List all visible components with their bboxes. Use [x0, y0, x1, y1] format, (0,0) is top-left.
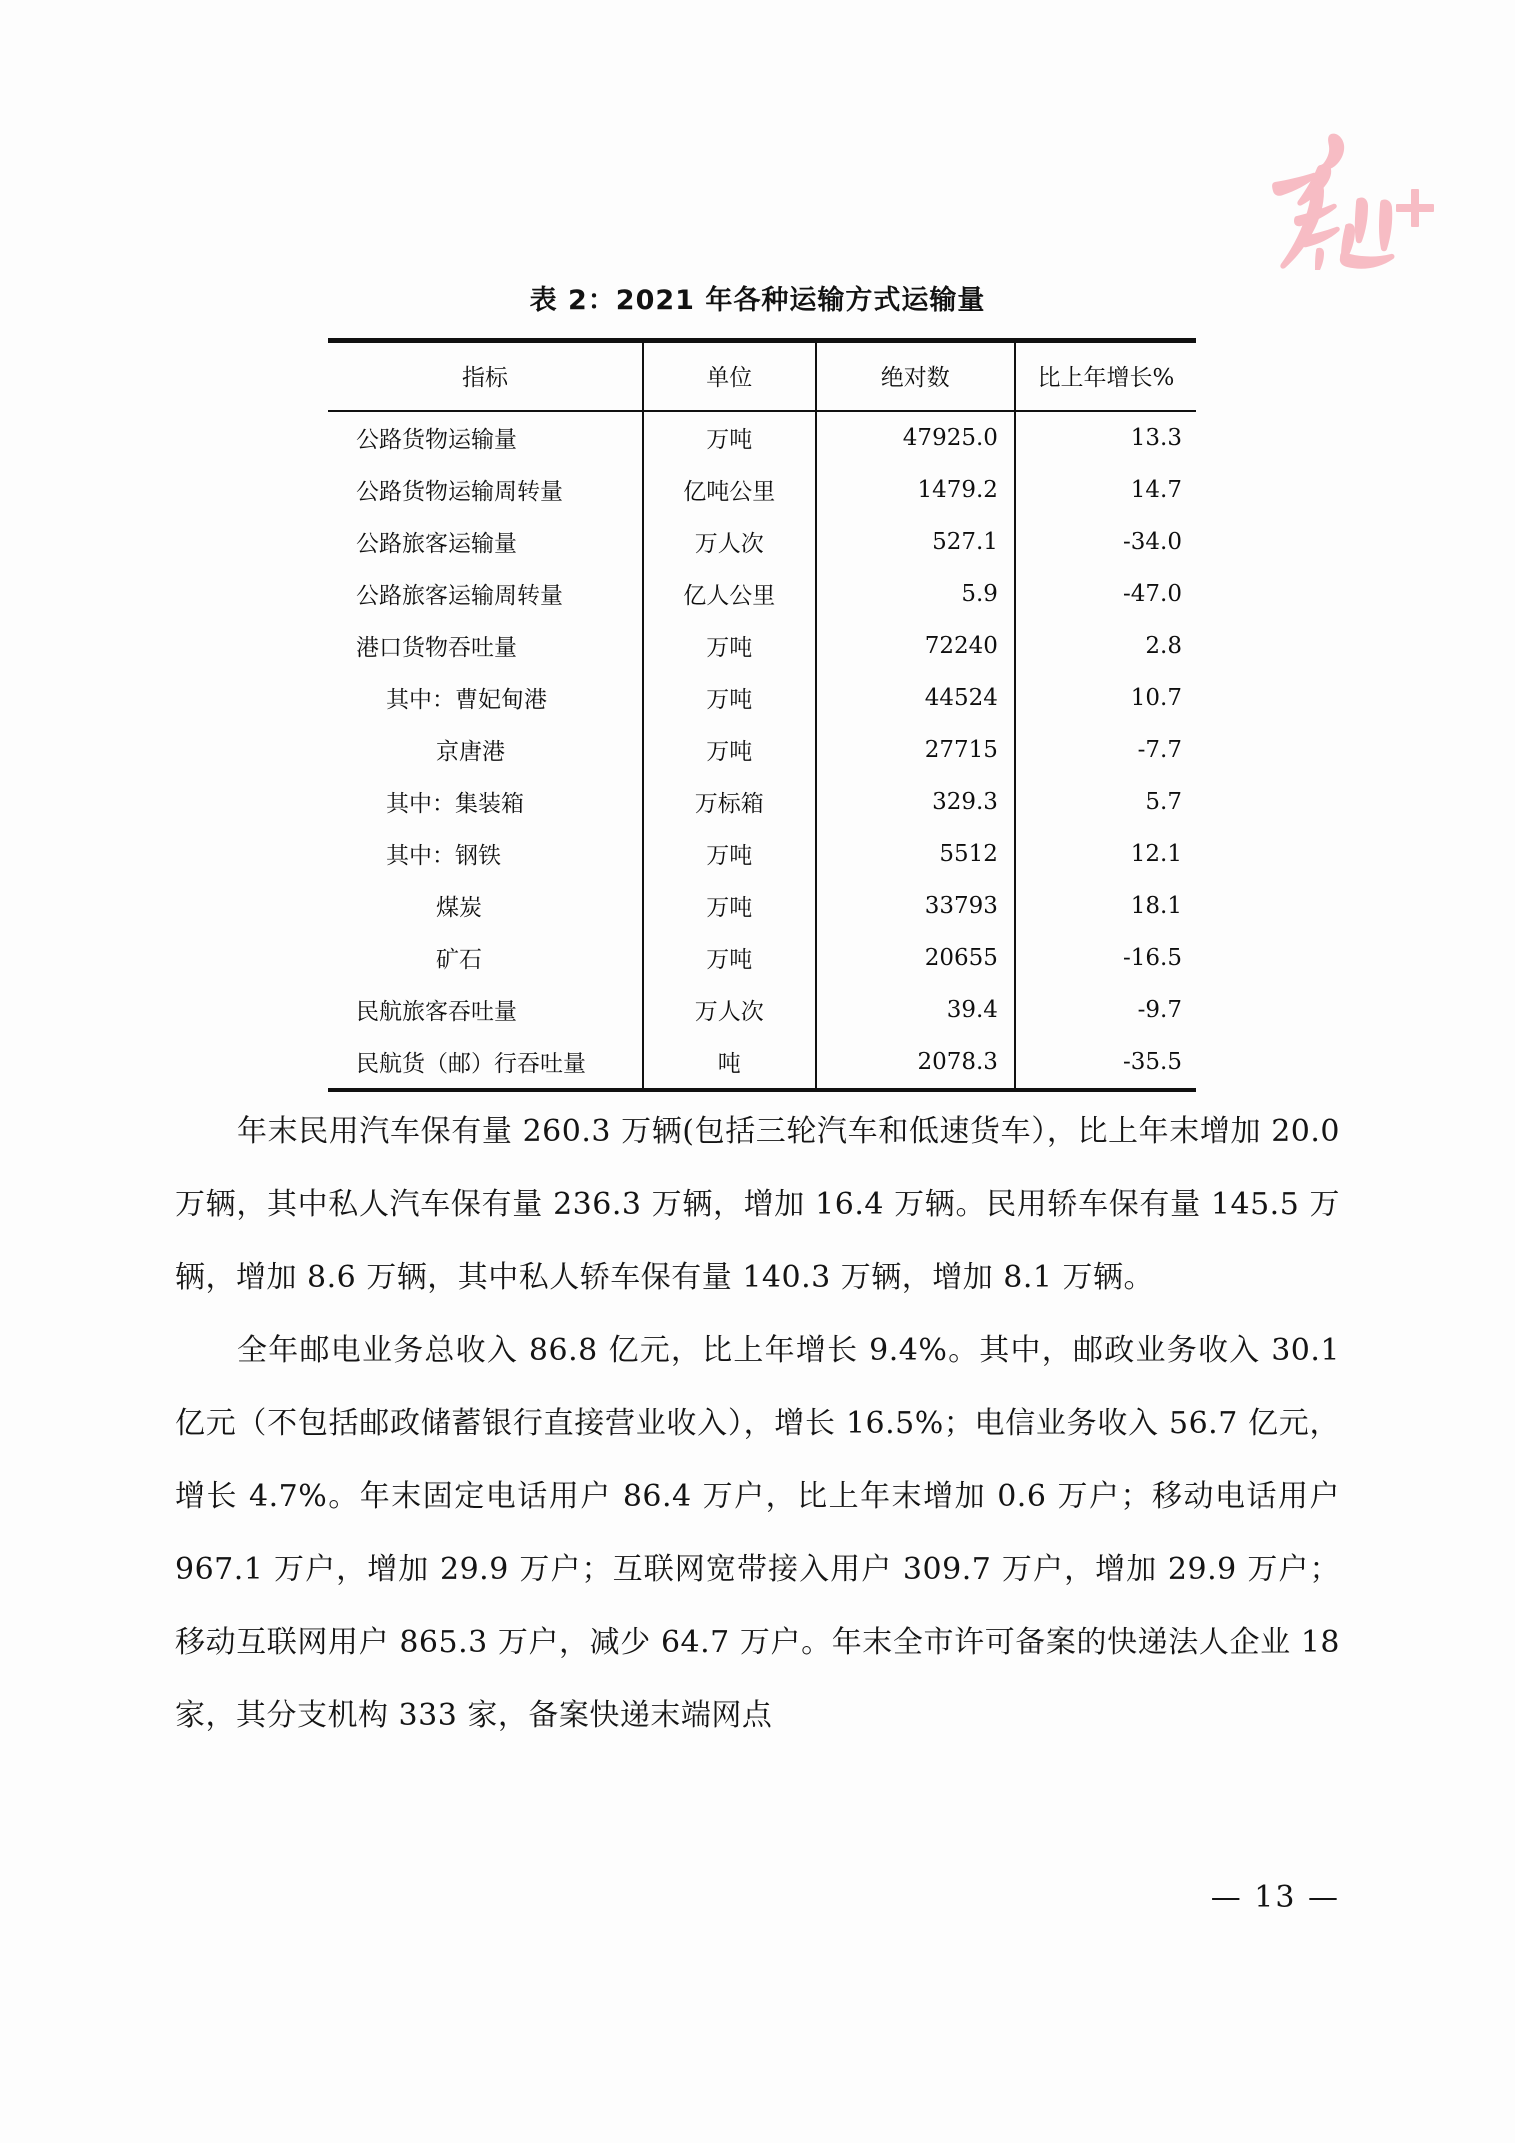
cell-indicator: 其中：曹妃甸港	[386, 687, 547, 713]
column-header-unit: 单位	[643, 341, 816, 412]
cell-growth: 18.1	[1015, 880, 1196, 932]
cell-unit: 吨	[643, 1036, 816, 1088]
table-row	[328, 880, 1196, 932]
cell-unit: 万吨	[643, 620, 816, 672]
cell-indicator: 其中：集装箱	[386, 791, 524, 817]
cell-growth: 12.1	[1015, 828, 1196, 880]
cell-indicator-wrap	[328, 828, 643, 880]
cell-unit: 万人次	[643, 516, 816, 568]
cell-indicator-wrap	[328, 464, 643, 516]
cell-absolute: 72240	[816, 620, 1015, 672]
table-header	[328, 341, 1196, 412]
cell-indicator: 其中：钢铁	[386, 843, 501, 869]
page-number: — 13 —	[1210, 1880, 1340, 1915]
cell-indicator: 京唐港	[436, 739, 505, 765]
cell-unit: 万吨	[643, 411, 816, 464]
cell-indicator-wrap	[328, 776, 643, 828]
cell-absolute: 33793	[816, 880, 1015, 932]
cell-absolute: 527.1	[816, 516, 1015, 568]
table-title: 表 2：2021 年各种运输方式运输量	[529, 285, 986, 316]
cell-unit: 亿人公里	[643, 568, 816, 620]
cell-indicator-wrap	[328, 1036, 643, 1088]
cell-unit: 万吨	[643, 828, 816, 880]
table-row	[328, 828, 1196, 880]
cell-indicator: 民航货（邮）行吞吐量	[356, 1051, 586, 1077]
cell-growth: 13.3	[1015, 411, 1196, 464]
cell-indicator-wrap	[328, 672, 643, 724]
cell-indicator: 公路旅客运输周转量	[356, 583, 563, 609]
cell-indicator-wrap	[328, 411, 643, 464]
cell-growth: 5.7	[1015, 776, 1196, 828]
table-header-row	[328, 341, 1196, 412]
cell-absolute: 2078.3	[816, 1036, 1015, 1088]
table-row	[328, 620, 1196, 672]
cell-growth: -7.7	[1015, 724, 1196, 776]
cell-indicator: 公路货物运输周转量	[356, 479, 563, 505]
cell-growth: -34.0	[1015, 516, 1196, 568]
tangshan-plus-watermark-logo	[1255, 120, 1435, 270]
cell-indicator: 矿石	[436, 947, 482, 973]
table-row	[328, 516, 1196, 568]
column-header-indicator: 指标	[328, 341, 643, 412]
cell-unit: 万吨	[643, 932, 816, 984]
cell-absolute: 1479.2	[816, 464, 1015, 516]
cell-absolute: 20655	[816, 932, 1015, 984]
cell-indicator-wrap	[328, 724, 643, 776]
cell-absolute: 44524	[816, 672, 1015, 724]
cell-absolute: 47925.0	[816, 411, 1015, 464]
cell-indicator-wrap	[328, 620, 643, 672]
cell-indicator: 公路货物运输量	[356, 427, 517, 453]
table-row	[328, 932, 1196, 984]
cell-growth: -35.5	[1015, 1036, 1196, 1088]
table-body	[328, 411, 1196, 1088]
cell-indicator-wrap	[328, 568, 643, 620]
cell-growth: 14.7	[1015, 464, 1196, 516]
table-row	[328, 411, 1196, 464]
cell-growth: -16.5	[1015, 932, 1196, 984]
cell-absolute: 329.3	[816, 776, 1015, 828]
table-row	[328, 464, 1196, 516]
table-row	[328, 1036, 1196, 1088]
cell-unit: 亿吨公里	[643, 464, 816, 516]
cell-indicator-wrap	[328, 932, 643, 984]
cell-unit: 万吨	[643, 880, 816, 932]
column-header-absolute: 绝对数	[816, 341, 1015, 412]
cell-unit: 万吨	[643, 724, 816, 776]
cell-indicator-wrap	[328, 880, 643, 932]
paragraph-telecom: 全年邮电业务总收入 86.8 亿元，比上年增长 9.4%。其中，邮政业务收入 30.1 亿元（不包括邮政储蓄银行直接营业收入），增长 16.5%；电信业务收入 56.7 亿元，增长 4.7%。年末固定电话用户 86.4 万户，比上年末增加 0.6 万户；移动电话用户 967.1 万户，增加 29.9 万户；互联网宽带接入用户 309.7 万户，增加 29.9 万户；移动互联网用户 865.3 万户，减少 64.7 万户。年末全市许可备案的快递法人企业 18 家，其分支机构 333 家，备案快递末端网点	[175, 1333, 1340, 1733]
cell-indicator: 公路旅客运输量	[356, 531, 517, 557]
cell-growth: 2.8	[1015, 620, 1196, 672]
paragraph-vehicles: 年末民用汽车保有量 260.3 万辆(包括三轮汽车和低速货车），比上年末增加 20.0 万辆，其中私人汽车保有量 236.3 万辆，增加 16.4 万辆。民用轿车保有量 145.5 万辆，增加 8.6 万辆，其中私人轿车保有量 140.3 万辆，增加 8.1 万辆。	[175, 1114, 1340, 1295]
cell-absolute: 27715	[816, 724, 1015, 776]
table-row	[328, 776, 1196, 828]
cell-growth: 10.7	[1015, 672, 1196, 724]
column-header-growth: 比上年增长%	[1015, 341, 1196, 412]
cell-indicator-wrap	[328, 984, 643, 1036]
cell-unit: 万吨	[643, 672, 816, 724]
cell-indicator: 煤炭	[436, 895, 482, 921]
table	[328, 338, 1196, 1088]
cell-indicator: 民航旅客吞吐量	[356, 999, 517, 1025]
cell-absolute: 5.9	[816, 568, 1015, 620]
cell-absolute: 5512	[816, 828, 1015, 880]
cell-unit: 万人次	[643, 984, 816, 1036]
table-bottom-rule	[328, 1088, 1196, 1092]
cell-indicator-wrap	[328, 516, 643, 568]
cell-indicator: 港口货物吞吐量	[356, 635, 517, 661]
cell-growth: -47.0	[1015, 568, 1196, 620]
body-text	[175, 1095, 1340, 1752]
table-row	[328, 568, 1196, 620]
table-row	[328, 984, 1196, 1036]
cell-growth: -9.7	[1015, 984, 1196, 1036]
table-row	[328, 724, 1196, 776]
transport-volume-table	[328, 338, 1196, 1092]
cell-absolute: 39.4	[816, 984, 1015, 1036]
table-row	[328, 672, 1196, 724]
cell-unit: 万标箱	[643, 776, 816, 828]
